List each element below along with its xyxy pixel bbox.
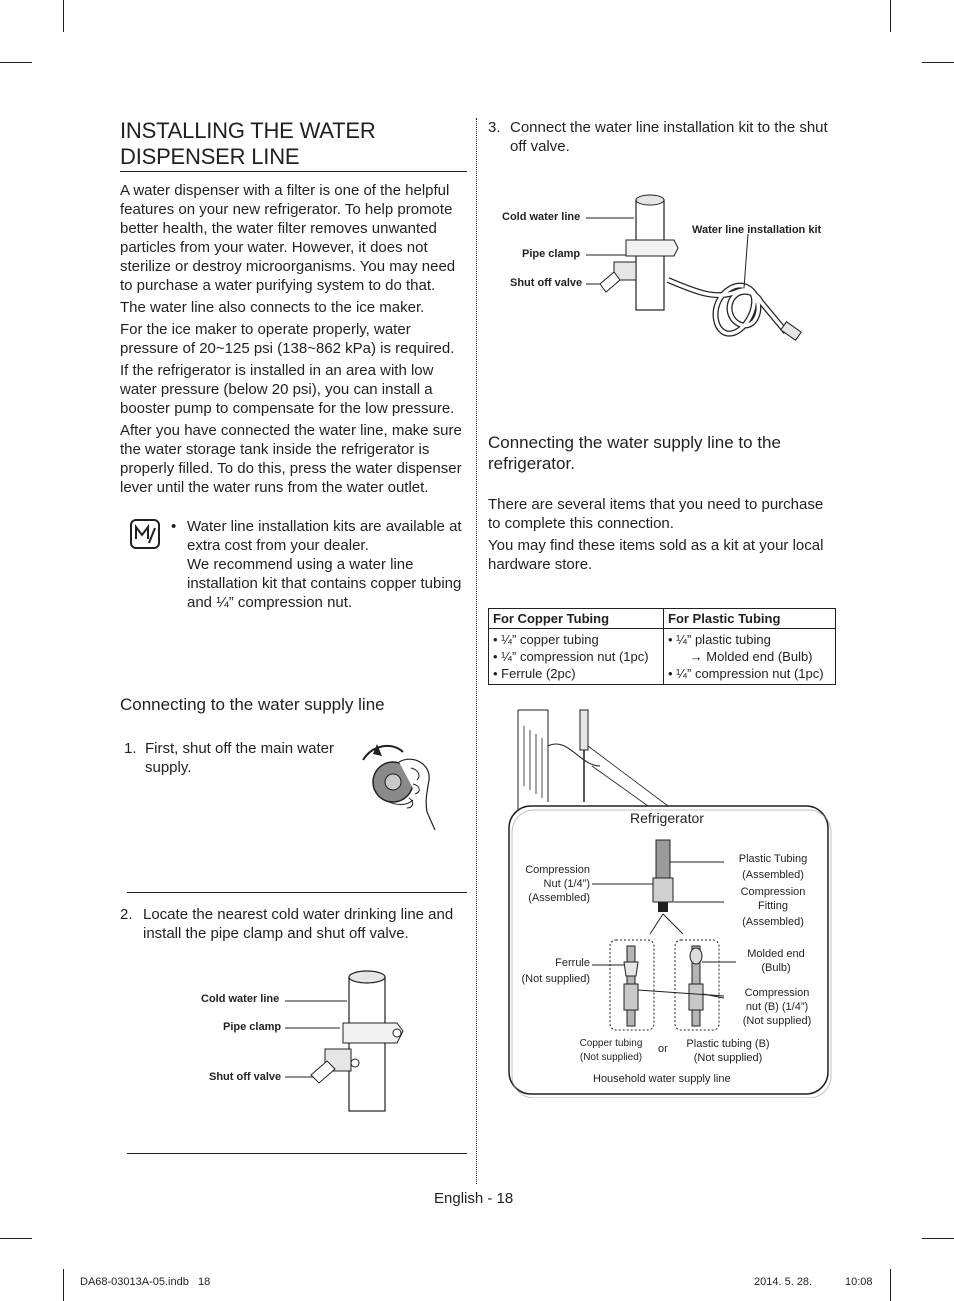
print-time: 10:08 [845, 1276, 873, 1288]
copper-tubing-line-2: (Not supplied) [579, 1052, 643, 1063]
booster-paragraph: If the refrigerator is installed in an area with low water pressure (below 20 psi), you can install a booster pump to compensate for the low pressure. [120, 362, 455, 417]
hardware-paragraph: You may find these items sold as a kit at your local hardware store. [488, 537, 824, 573]
step-2-number: 2. [120, 906, 133, 923]
fig3-pipe-clamp-label: Pipe clamp [522, 248, 581, 260]
note-text [187, 517, 467, 612]
shut-off-hand-illustration [355, 740, 455, 832]
crop-mark [890, 1269, 891, 1301]
ferrule-label [510, 955, 590, 987]
supply-line-heading: Connecting to the water supply line [120, 695, 385, 714]
title-line-2: DISPENSER LINE [120, 144, 300, 169]
note-line-1: Water line installation kits are available at extra cost from your dealer. [187, 518, 462, 554]
plastic-tubing-line-1: Plastic Tubing [738, 853, 808, 865]
plastic-header: For Plastic Tubing [664, 609, 836, 629]
copper-items-cell [489, 629, 664, 685]
tubing-kit-table [488, 608, 836, 685]
purchase-paragraph: There are several items that you need to purchase to complete this connection. [488, 496, 824, 532]
compression-nut-line-1: Compression [525, 864, 590, 876]
table-row [489, 629, 836, 685]
note-line-2: We recommend using a water line installation kit that contains copper tubing and ¼” compression nut. [187, 556, 462, 611]
plastic-items-list [668, 631, 831, 682]
fig3-kit-label: Water line installation kit [692, 224, 822, 236]
compression-nut-line-3: (Assembled) [528, 892, 590, 904]
compression-nut-line-2: Nut (1/4”) [543, 878, 590, 890]
tank-paragraph: After you have connected the water line, make sure the water storage tank inside the refrigerator is properly filled. To do this, press the water dispenser lever until the water runs from the water outlet. [120, 422, 462, 496]
compression-fitting-line-1: Compression [740, 886, 806, 898]
or-label: or [658, 1043, 668, 1055]
table-header-row [489, 609, 836, 629]
household-supply-label: Household water supply line [593, 1073, 731, 1085]
fig2-pipe-clamp-label: Pipe clamp [223, 1021, 282, 1033]
ice-maker-paragraph: The water line also connects to the ice maker. [120, 299, 425, 316]
step-3-number: 3. [488, 119, 501, 136]
title-rule [120, 171, 467, 172]
list-item: • ¼” compression nut (1pc) [493, 649, 649, 664]
refrigerator-connection-heading: Connecting the water supply line to the refrigerator. [488, 433, 781, 473]
intro-text [120, 181, 470, 497]
crop-mark [0, 62, 32, 63]
purchase-text [488, 495, 838, 574]
crop-mark [922, 1238, 954, 1239]
step-2-rule [127, 1153, 467, 1154]
crop-mark [0, 1238, 32, 1239]
plastic-items-cell [664, 629, 836, 685]
list-item: • ¼” plastic tubing [668, 632, 771, 647]
compression-nut-b-line-3: (Not supplied) [742, 1015, 812, 1027]
plastic-tubing-label [730, 851, 816, 883]
step-3-text: Connect the water line installation kit to the shut off valve. [510, 119, 828, 155]
pipe-clamp-illustration [285, 965, 415, 1115]
copper-tubing-line-1: Copper tubing [579, 1038, 643, 1049]
compression-nut-label [510, 863, 590, 905]
copper-tubing-label [570, 1037, 652, 1065]
list-item: → Molded end (Bulb) [668, 649, 813, 664]
fig3-cold-water-label: Cold water line [502, 211, 581, 223]
refrigerator-label: Refrigerator [630, 810, 704, 826]
crop-mark [890, 0, 891, 32]
copper-header: For Copper Tubing [489, 609, 664, 629]
list-item: • ¼” copper tubing [493, 632, 599, 647]
crop-mark [922, 62, 954, 63]
print-date: 2014. 5. 28. [754, 1276, 813, 1288]
list-item: • ¼” compression nut (1pc) [668, 666, 824, 681]
plastic-tubing-b-label [676, 1037, 780, 1065]
crop-mark [63, 0, 64, 32]
note-icon [130, 519, 160, 549]
note-bullet: • [171, 518, 177, 535]
pressure-paragraph: For the ice maker to operate properly, water pressure of 20~125 psi (138~862 kPa) is required. [120, 321, 455, 357]
list-item: • Ferrule (2pc) [493, 666, 576, 681]
fig3-shut-off-label: Shut off valve [510, 277, 583, 289]
plastic-tubing-line-2: (Assembled) [742, 869, 804, 881]
molded-end-label [736, 947, 816, 975]
compression-fitting-line-2: Fitting [758, 900, 788, 912]
fig2-cold-water-label: Cold water line [201, 993, 280, 1005]
compression-fitting-label [730, 885, 816, 929]
plastic-tubing-b-line-2: (Not supplied) [693, 1052, 763, 1064]
molded-end-line-2: (Bulb) [761, 962, 791, 974]
page-number: English - 18 [434, 1190, 514, 1207]
fig2-shut-off-label: Shut off valve [209, 1071, 282, 1083]
crop-mark [63, 1269, 64, 1301]
step-1-text: First, shut off the main water supply. [145, 740, 334, 776]
ferrule-line-1: Ferrule [555, 957, 590, 969]
compression-fitting-line-3: (Assembled) [742, 916, 804, 928]
compression-nut-b-line-1: Compression [744, 987, 810, 999]
compression-nut-b-label [734, 986, 820, 1028]
installation-kit-illustration [586, 192, 836, 352]
plastic-tubing-b-line-1: Plastic tubing (B) [686, 1038, 770, 1050]
intro-paragraph: A water dispenser with a filter is one of the helpful features on your new refrigerator. To help promote better health, the water filter removes unwanted particles from your water. However, it does not sterilize or destroy microorganisms. You may need to purchase a water purifying system to do that. [120, 182, 456, 294]
compression-nut-b-line-2: nut (B) (1/4”) [745, 1001, 809, 1013]
column-divider [476, 118, 477, 1184]
ferrule-line-2: (Not supplied) [521, 973, 590, 985]
copper-items-list [493, 631, 659, 682]
file-name: DA68-03013A-05.indb 18 [80, 1276, 211, 1288]
page-title [120, 118, 470, 170]
molded-end-line-1: Molded end [747, 948, 805, 960]
step-2-text: Locate the nearest cold water drinking line and install the pipe clamp and shut off valve. [143, 906, 454, 942]
step-1-rule [127, 892, 467, 893]
title-line-1: INSTALLING THE WATER [120, 118, 376, 143]
step-1-number: 1. [124, 740, 137, 757]
